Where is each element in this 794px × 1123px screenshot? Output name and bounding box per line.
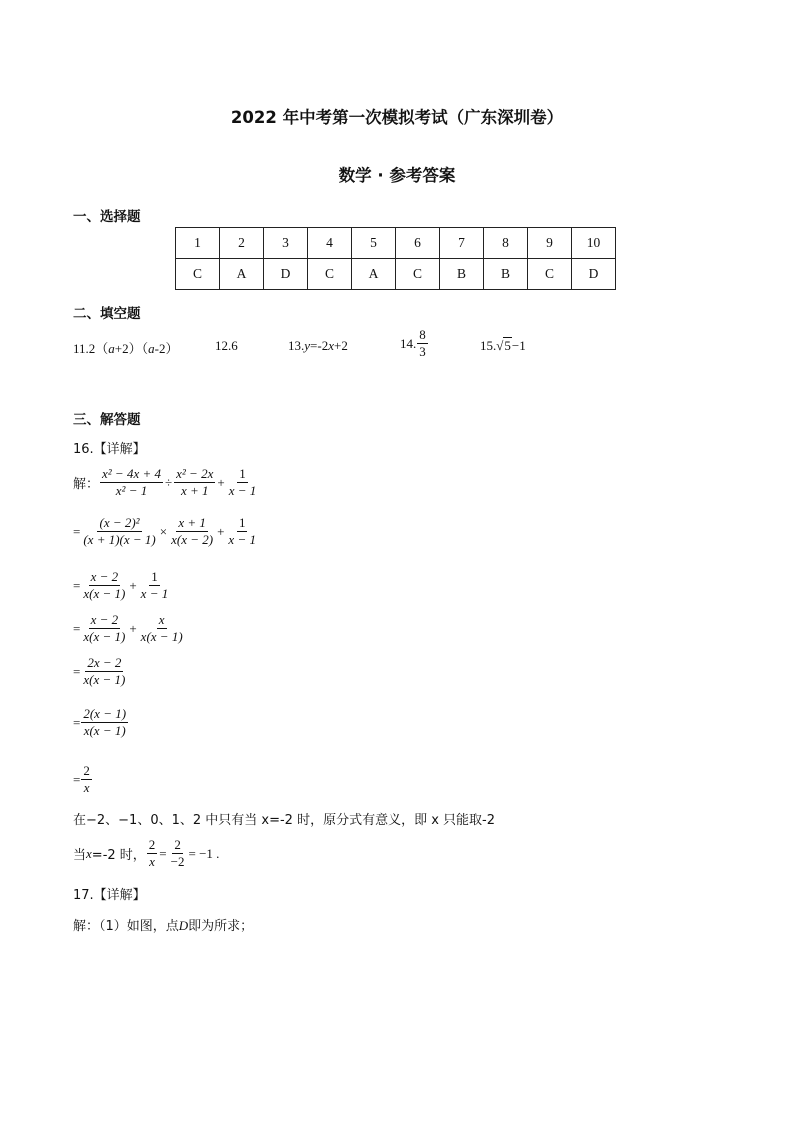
- page-title: 2022 年中考第一次模拟考试（广东深圳卷）: [230, 108, 564, 127]
- denominator: x(x − 1): [140, 629, 183, 644]
- fill-text: +2: [333, 338, 348, 353]
- numerator: x² − 4x + 4: [102, 466, 161, 481]
- fraction: [81, 515, 157, 548]
- answer-table-cell: C: [528, 259, 572, 290]
- numerator: 8: [419, 327, 426, 342]
- operator: ÷: [165, 474, 173, 490]
- numerator: 2: [148, 837, 156, 852]
- answer-table-cell: D: [572, 259, 616, 290]
- numerator: 1: [239, 466, 246, 481]
- fraction: [417, 327, 428, 360]
- fill-var: x: [328, 338, 334, 353]
- fraction: [81, 612, 127, 645]
- operator: +: [217, 523, 225, 539]
- numerator: (x − 2)²: [99, 515, 140, 530]
- fill-var: a: [148, 341, 155, 356]
- equals-sign: =: [73, 663, 81, 679]
- denominator: x: [83, 780, 90, 795]
- answer-table-cell: 1: [176, 228, 220, 259]
- solution-label: 解：: [73, 477, 100, 492]
- denominator: x(x − 1): [83, 672, 126, 687]
- answer-table-cell: 10: [572, 228, 616, 259]
- numerator: 2: [174, 837, 181, 852]
- fill-answer-13: [288, 338, 348, 354]
- answer-table-cell: 7: [440, 228, 484, 259]
- q17-text: 解：（1）如图，点: [73, 919, 179, 934]
- fraction: [81, 763, 92, 796]
- sqrt-icon: √5: [496, 338, 511, 353]
- numerator: 2(x − 1): [83, 706, 127, 721]
- q17-line-1: [73, 915, 253, 934]
- answer-table-cell: 9: [528, 228, 572, 259]
- fill-answer-11: [73, 338, 178, 357]
- denominator: x − 1: [140, 586, 169, 601]
- denominator: x(x − 1): [83, 586, 126, 601]
- fraction: [81, 569, 127, 602]
- denominator: (x + 1)(x − 1): [83, 532, 156, 547]
- q16-step-2: [73, 515, 259, 548]
- answer-table-cell: D: [264, 259, 308, 290]
- q16-final-line: [73, 837, 220, 870]
- fraction: [169, 837, 187, 870]
- fraction: [81, 706, 128, 739]
- fill-answer-15: [480, 338, 526, 354]
- answer-table-cell: C: [396, 259, 440, 290]
- equals-sign: =: [73, 620, 81, 636]
- fill-var: y: [304, 338, 311, 353]
- fill-var: a: [108, 341, 115, 356]
- equals-sign: =: [73, 577, 81, 593]
- answer-table-cell: 2: [220, 228, 264, 259]
- equals-sign: =: [73, 523, 81, 539]
- answer-table-number-row: [176, 228, 616, 259]
- operator: +: [217, 474, 225, 490]
- numerator: 1: [151, 569, 158, 584]
- fraction: [100, 466, 163, 499]
- final-text: =-2 时，: [91, 848, 146, 863]
- answer-table-cell: B: [440, 259, 484, 290]
- final-var: x: [86, 845, 92, 861]
- answer-table-cell: B: [484, 259, 528, 290]
- denominator: x − 1: [228, 483, 257, 498]
- fraction: [227, 466, 259, 499]
- fill-text: 13.: [288, 338, 305, 353]
- section-choice-heading: 一、选择题: [73, 209, 141, 225]
- fill-text: =-2: [310, 338, 329, 353]
- answer-table-cell: C: [176, 259, 220, 290]
- fraction: [139, 612, 185, 645]
- q16-header: 16.【详解】: [73, 442, 146, 457]
- section-fill-heading: 二、填空题: [73, 306, 141, 322]
- denominator: x(x − 1): [83, 629, 126, 644]
- q16-note: 在−2、−1、0、1、2 中只有当 x=-2 时，原分式有意义，即 x 只能取-2: [73, 813, 496, 828]
- answer-table: [175, 227, 616, 290]
- fill-text: −1: [511, 338, 526, 353]
- equals-sign: =: [159, 845, 167, 861]
- numerator: 1: [238, 515, 246, 530]
- answer-table-cell: 4: [308, 228, 352, 259]
- denominator: x: [149, 854, 155, 869]
- fill-answer-14: [400, 327, 429, 360]
- q16-step-7: [73, 763, 93, 796]
- answer-table-cell: C: [308, 259, 352, 290]
- fill-text: 11.2（: [73, 341, 109, 356]
- denominator: x − 1: [228, 532, 256, 547]
- answer-table-cell: 3: [264, 228, 308, 259]
- fraction: [169, 515, 215, 548]
- fraction: [139, 569, 171, 602]
- fill-text: 15.: [480, 338, 497, 353]
- answer-table-cell: A: [220, 259, 264, 290]
- denominator: x + 1: [180, 483, 209, 498]
- equals-sign: =: [73, 771, 81, 787]
- denominator: x² − 1: [115, 483, 148, 498]
- fraction: [81, 655, 127, 688]
- fraction: [147, 837, 158, 870]
- answer-table-cell: 5: [352, 228, 396, 259]
- fill-answer-12: 12.6: [215, 338, 238, 353]
- fill-text: 14.: [400, 335, 417, 351]
- section-solve-heading: 三、解答题: [73, 412, 141, 428]
- operator: +: [129, 620, 137, 636]
- numerator: x − 2: [90, 612, 119, 627]
- fraction: [226, 515, 258, 548]
- q16-step-5: [73, 655, 128, 688]
- denominator: 3: [419, 344, 426, 359]
- numerator: 2x − 2: [87, 655, 122, 670]
- equals-sign: =: [73, 714, 81, 730]
- answer-table-cell: 6: [396, 228, 440, 259]
- radicand: 5: [504, 338, 511, 353]
- operator: +: [129, 577, 137, 593]
- numerator: 2: [83, 763, 90, 778]
- q17-text: 即为所求；: [188, 919, 254, 934]
- answer-table-cell: 8: [484, 228, 528, 259]
- answer-table-answer-row: [176, 259, 616, 290]
- q16-step-6: [73, 706, 129, 739]
- denominator: x(x − 2): [171, 532, 214, 547]
- fill-text: +2）（: [114, 341, 149, 356]
- numerator: x: [158, 612, 165, 627]
- denominator: −2: [170, 854, 185, 869]
- answer-table-cell: A: [352, 259, 396, 290]
- operator: ×: [159, 523, 168, 539]
- final-text: 当: [73, 848, 87, 863]
- fill-text: -2）: [154, 341, 179, 356]
- q16-step-1: [73, 466, 259, 499]
- q16-step-3: [73, 569, 171, 602]
- numerator: x² − 2x: [176, 466, 214, 481]
- q17-var: D: [178, 918, 189, 933]
- q17-header: 17.【详解】: [73, 888, 146, 903]
- numerator: x − 2: [90, 569, 119, 584]
- numerator: x + 1: [178, 515, 206, 530]
- q16-step-4: [73, 612, 186, 645]
- final-result: = −1 .: [188, 845, 220, 861]
- fraction: [174, 466, 215, 499]
- page-subtitle: 数学 · 参考答案: [338, 166, 456, 185]
- denominator: x(x − 1): [83, 723, 126, 738]
